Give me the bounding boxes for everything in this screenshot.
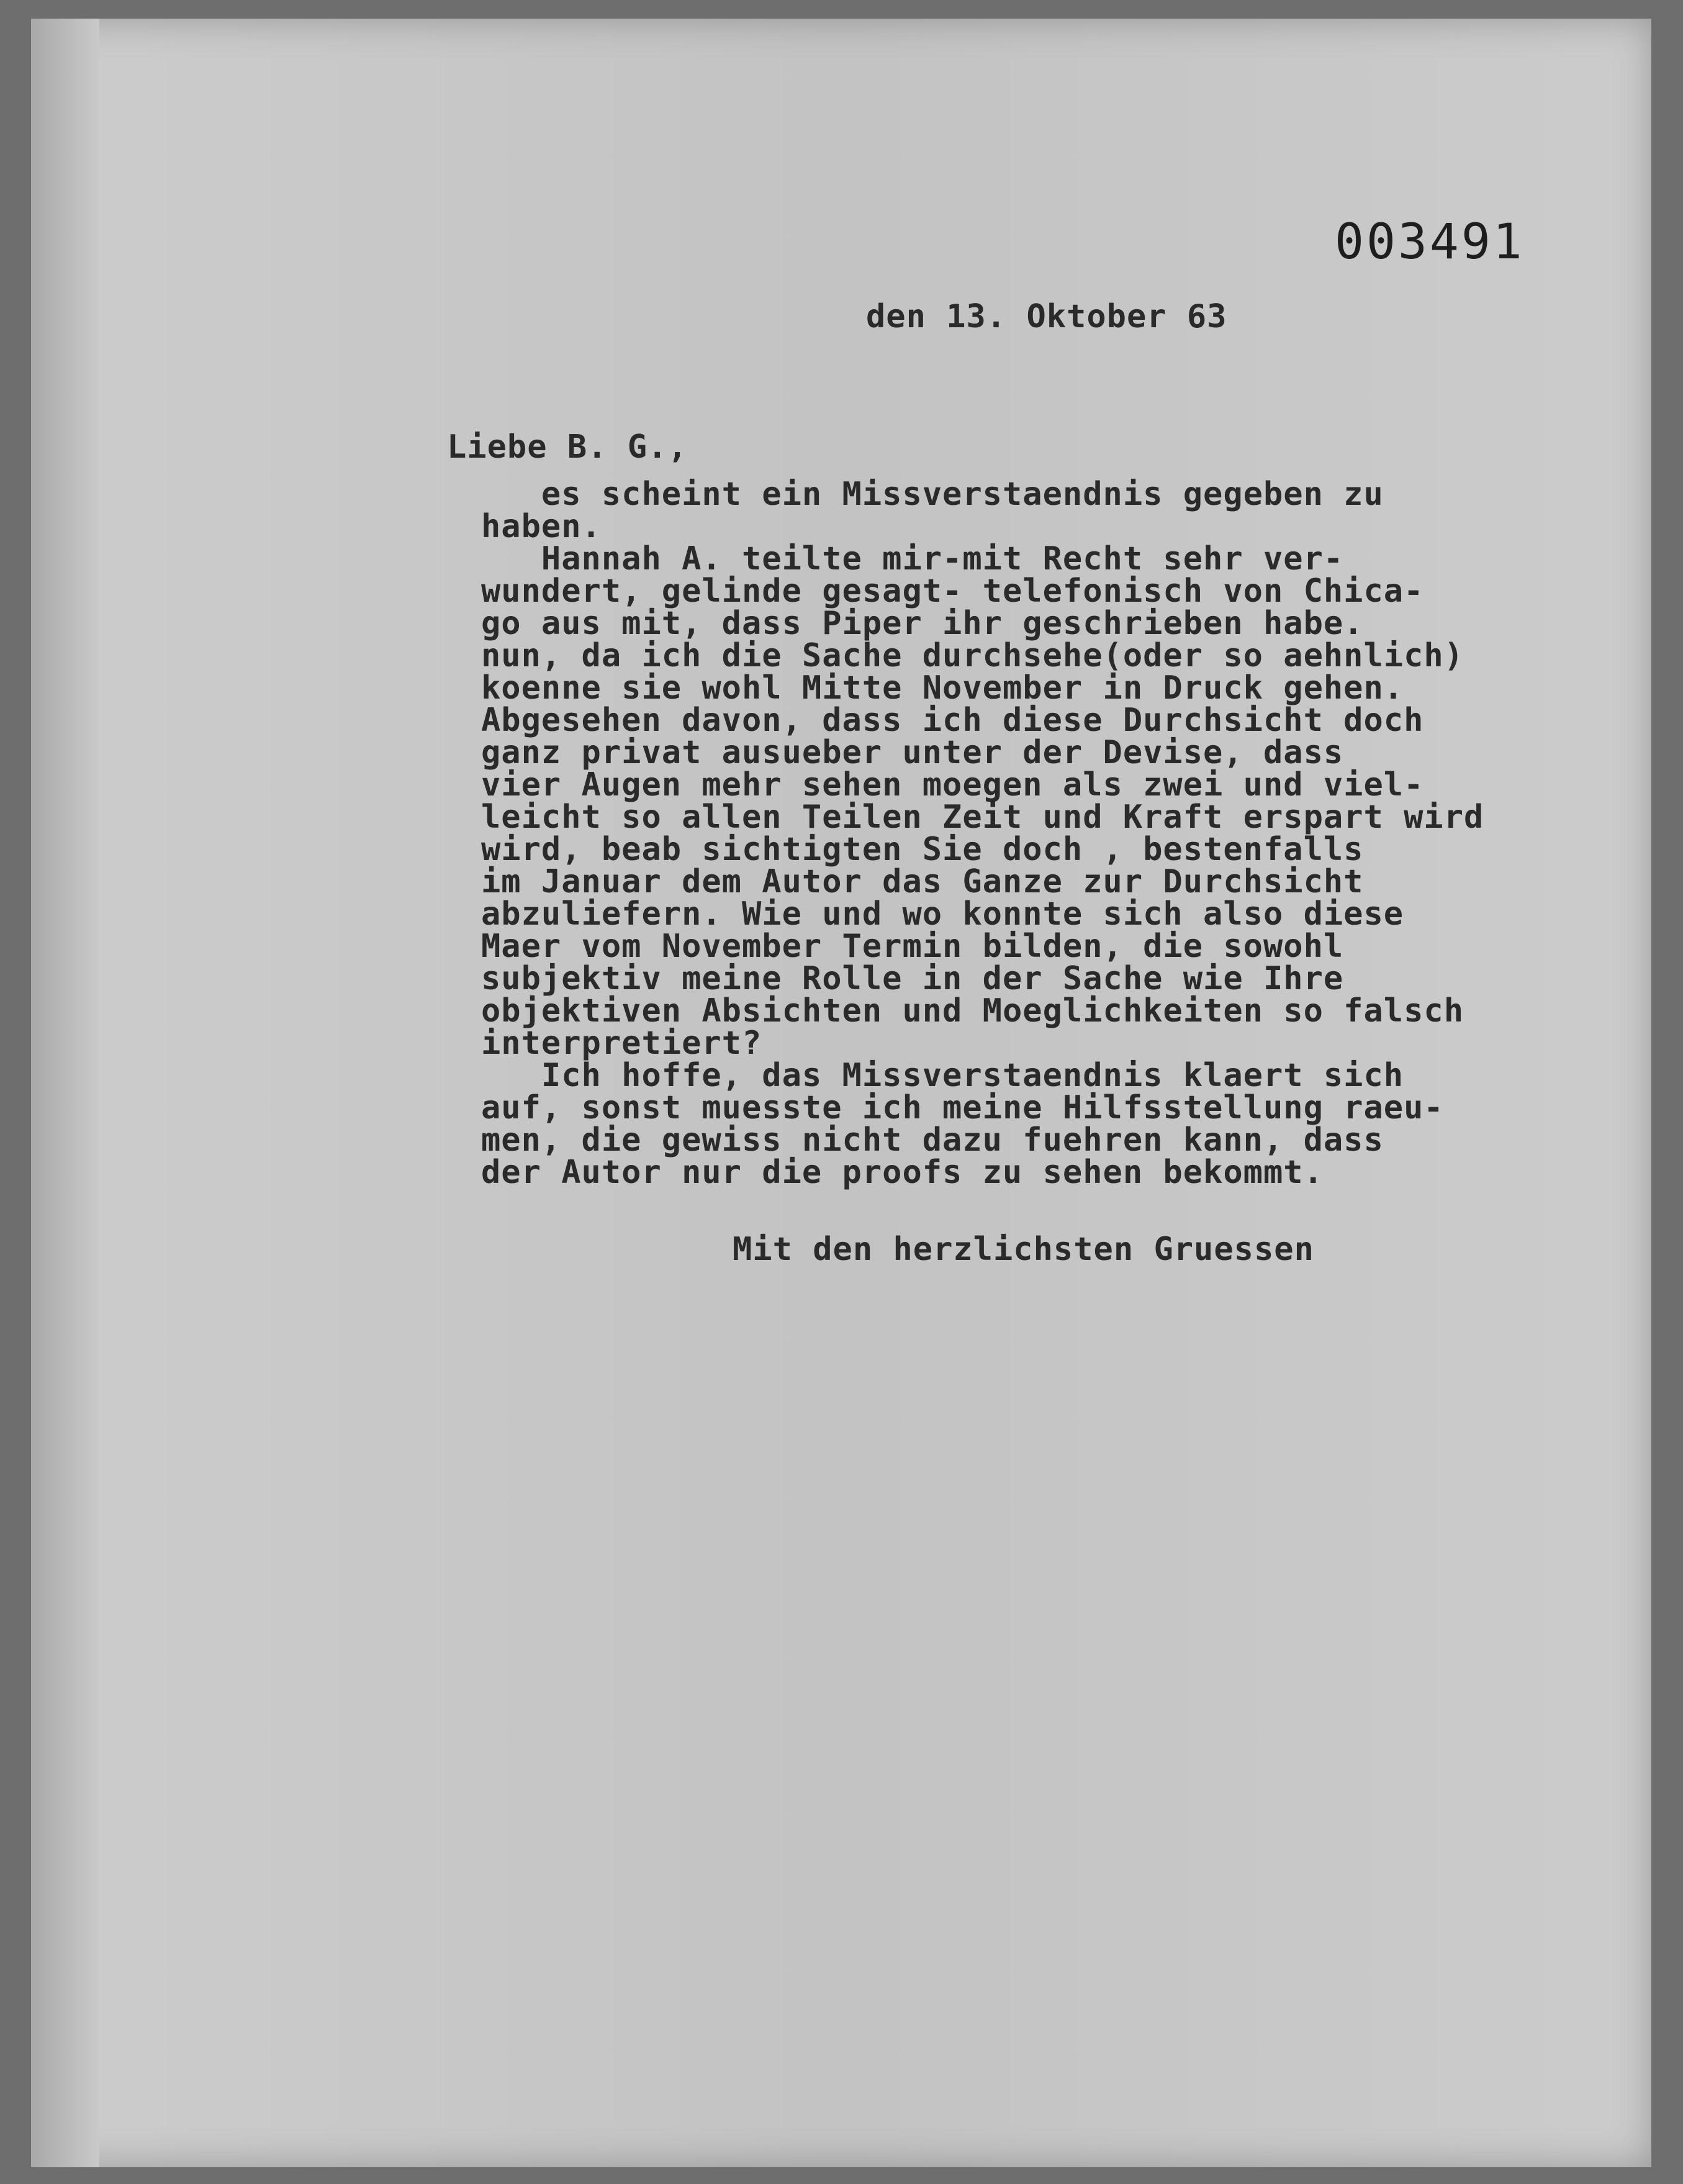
body-line: haben. (481, 508, 602, 545)
letter-date: den 13. Oktober 63 (866, 298, 1227, 335)
body-line: men, die gewiss nicht dazu fuehren kann, dass (481, 1121, 1384, 1159)
body-line: Hannah A. teilte mir-mit Recht sehr ver- (481, 540, 1344, 578)
body-line: vier Augen mehr sehen moegen als zwei und viel- (481, 766, 1424, 804)
body-line: abzuliefern. Wie und wo konnte sich also diese (481, 895, 1404, 933)
body-line: wird, beab sichtigten Sie doch , bestenfalls (481, 831, 1364, 868)
body-line: leicht so allen Teilen Zeit und Kraft erspart wird (481, 799, 1484, 836)
body-line: auf, sonst muesste ich meine Hilfsstellung raeu- (481, 1089, 1444, 1126)
letter-closing: Mit den herzlichsten Gruessen (733, 1231, 1314, 1268)
archive-number: 003491 (1335, 214, 1525, 270)
body-line: ganz privat ausueber unter der Devise, dass (481, 734, 1344, 771)
letter-page (31, 19, 1651, 2167)
body-line: der Autor nur die proofs zu sehen bekommt. (481, 1154, 1324, 1191)
page-edge-shadow (31, 19, 99, 2167)
body-line: es scheint ein Missverstaendnis gegeben zu (481, 476, 1384, 513)
body-line: wundert, gelinde gesagt- telefonisch von Chica- (481, 573, 1424, 610)
body-line: Ich hoffe, das Missverstaendnis klaert sich (481, 1057, 1404, 1094)
letter-salutation: Liebe B. G., (447, 428, 688, 466)
letter-body (481, 478, 1487, 1189)
body-line: go aus mit, dass Piper ihr geschrieben habe. (481, 605, 1364, 642)
body-line: koenne sie wohl Mitte November in Druck gehen. (481, 669, 1404, 707)
body-line: nun, da ich die Sache durchsehe(oder so aehnlich) (481, 637, 1464, 674)
body-line: interpretiert? (481, 1025, 762, 1062)
body-line: Maer vom November Termin bilden, die sowohl (481, 928, 1344, 965)
body-line: objektiven Absichten und Moeglichkeiten so falsch (481, 992, 1464, 1030)
body-line: subjektiv meine Rolle in der Sache wie Ihre (481, 960, 1344, 997)
body-line: Abgesehen davon, dass ich diese Durchsicht doch (481, 702, 1424, 739)
body-line: im Januar dem Autor das Ganze zur Durchsicht (481, 863, 1364, 900)
